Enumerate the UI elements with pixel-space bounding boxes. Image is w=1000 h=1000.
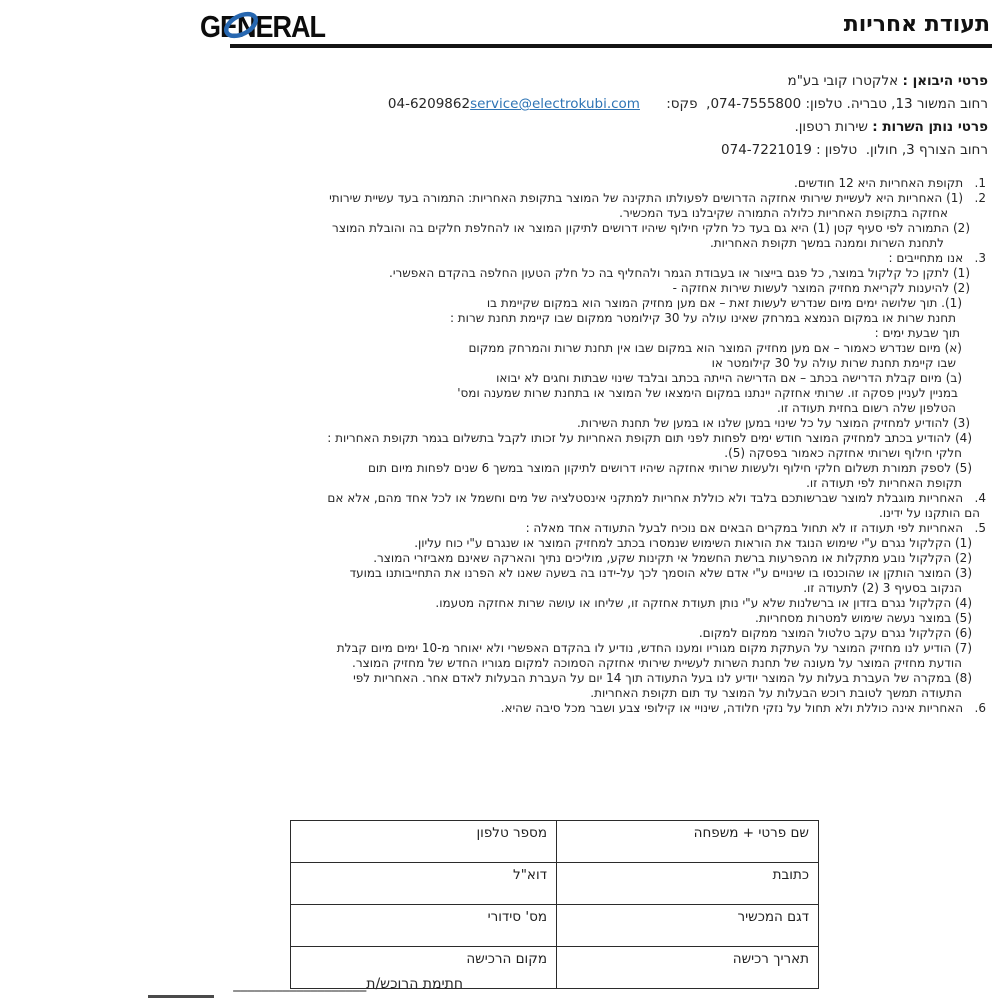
terms-line: לתחנת השרות וממנה במשך תקופת האחריות. <box>709 236 944 250</box>
terms-line: 5. האחריות לפי תעודה זו לא תחול במקרים הבאים אם נוכיח לבעל התעודה אחד מאלה : <box>525 521 986 535</box>
terms-line: (1) הקלקול נגרם ע"י שימוש הנוגד את הוראות השימוש שנמסרו בכתב למחזיק המוצר או שנגרם ע"י כוח עליון. <box>414 536 972 550</box>
terms-line: הודעת מחזיק המוצר על מעונה של תחנת השרות לעשיית שירותי אחזקה הסמוכה למקום מגוריו החדש של מחזיק המוצר. <box>352 656 962 670</box>
terms-line: 3. אנו מתחייבים : <box>888 251 986 265</box>
header-divider <box>230 44 992 48</box>
form-field-label: כתובת <box>772 867 809 883</box>
terms-line: (2) הקלקול נובע מתקלות או מהפרעות ברשת החשמל אי תקינות שקע, מוליכים נתיך והארקה שאינם מאביזרי המוצר. <box>373 551 972 565</box>
importer-address: רחוב המשור 13, טבריה. טלפון: 074-7555800, פקס: 04-6209862 <box>387 96 988 112</box>
signature-label: חתימת הרוכש/ת <box>366 976 463 992</box>
terms-line: (3) להודיע למחזיק המוצר על כל שינוי במען שלנו או במען של תחנת השירות. <box>577 416 970 430</box>
form-field-cell <box>557 905 819 947</box>
form-row <box>291 821 819 863</box>
service-provider-label: פרטי נותן השרות : <box>872 119 988 135</box>
terms-line: תוך שבעת ימים : <box>874 326 960 340</box>
logo-text: GENERAL <box>200 10 326 44</box>
signature-line <box>233 976 463 992</box>
contact-details <box>388 70 988 162</box>
form-field-cell <box>291 821 557 863</box>
terms-line: תחנת שרות או במקום הנמצא במרחק שאינו עולה על 30 קילומטר ממקום שבו קיימת תחנת שרות : <box>449 311 956 325</box>
service-provider-name: שירות רטפון. <box>794 119 868 135</box>
form-field-label: מספר טלפון <box>476 825 547 841</box>
terms-line: תקופת האחריות לפי תעודה זו. <box>806 476 962 490</box>
terms-line: הנקוב בסעיף 3 (2) לתעודה זו. <box>803 581 962 595</box>
terms-line: (8) במקרה של העברת בעלות על המוצר יודיע לנו בעל התעודה תוך 14 יום על העברת הבעלות לאדם אחר. האחריות לפי <box>353 671 972 685</box>
service-address: רחוב הצורף 3, חולון. טלפון : 074-7221019 <box>721 142 988 158</box>
form-row <box>291 905 819 947</box>
form-field-label: דוא"ל <box>513 867 547 883</box>
terms-line: 6. האחריות אינה כוללת ולא תחול על נזקי חלודה, שינויי או קילופי צבע ושבר מכל סיבה שהיא. <box>500 701 986 715</box>
warranty-terms-list <box>40 176 986 716</box>
terms-line: (1) לתקן כל קלקול במוצר, כל פגם בייצור או בעבודת הגמר ולהחליף בה כל חלק הטעון החלפה בהקדם האפשרי. <box>389 266 970 280</box>
terms-line: (6) הקלקול נגרם עקב טלטול המוצר ממקום למקום. <box>698 626 972 640</box>
service-address-line <box>388 139 988 162</box>
terms-line: שבו קיימת תחנת שרות עולה על 30 קילומטר או <box>711 356 956 370</box>
form-field-cell <box>291 905 557 947</box>
scan-artifact-line <box>148 995 214 998</box>
terms-line: הטלפון שלה רשום בחזית תעודה זו. <box>776 401 956 415</box>
form-field-cell <box>557 821 819 863</box>
signature-blank: ___________________ <box>233 976 367 992</box>
service-line <box>388 116 988 139</box>
terms-line: 4. האחריות מוגבלת למוצר שברשותכם בלבד ולא כוללת אחריות למתקני אינסטלציה של מים וחשמל או לכל אחד מהם, אלא אם <box>327 491 986 505</box>
terms-line: (4) להודיע בכתב למחזיק המוצר חודש ימים לפחות לפני תום תקופת האחריות על זכותו לקבל בתשלום בגמר תקופת האחריות : <box>327 431 972 445</box>
form-field-label: דגם המכשיר <box>737 909 809 925</box>
importer-label: פרטי היבואן : <box>902 73 988 89</box>
importer-address-line <box>388 93 988 116</box>
terms-line: התעודה תמשך לטובת רוכש הבעלות על המוצר עד תום תקופת האחריות. <box>590 686 962 700</box>
form-field-label: תאריך רכישה <box>732 951 809 967</box>
form-field-label: מס' סידורי <box>487 909 547 925</box>
terms-line: אחזקה בתקופת האחריות כלולה התמורה שקיבלנו בעד המכשיר. <box>619 206 948 220</box>
general-logo <box>200 8 326 46</box>
importer-email-link[interactable]: service@electrokubi.com <box>470 96 640 112</box>
form-field-cell <box>557 947 819 989</box>
terms-line: (1). תוך שלושה ימים מיום שנדרש לעשות זאת – אם מען מחזיק המוצר הוא במקום שקיימת בו <box>486 296 962 310</box>
form-field-label: שם פרטי + משפחה <box>693 825 809 841</box>
terms-line: במניין לעניין פסקה זו. שרותי אחזקה יינתנו במקום הימצאו של המוצר או בתחנת שרות שמענה ומס' <box>457 386 958 400</box>
terms-line: (4) הקלקול נגרם בזדון או ברשלנות שלא ע"י נותן תעודת אחזקה זו, שליחו או עושה שרות אחזקה מטעמו. <box>435 596 972 610</box>
terms-line: (3) המוצר הותקן או שהוכנסו בו שינויים ע"י אדם שלא הוסמך לכך על-ידנו בה בשעה שאנו לא הפרנו את התחייבותנו במועד <box>349 566 972 580</box>
terms-line: הם הותקנו על ידינו. <box>879 506 980 520</box>
terms-line: 1. תקופת האחריות היא 12 חודשים. <box>794 176 986 190</box>
form-field-label: מקום הרכישה <box>466 951 547 967</box>
terms-line: (5) במוצר נעשה שימוש למטרות מסחריות. <box>755 611 972 625</box>
form-field-cell <box>291 863 557 905</box>
terms-line: (7) הודיע לנו מחזיק המוצר על העתקת מקום מגוריו ומענו החדש, נודיע לו בהקדם האפשרי ולא יאוחר מ-10 ימים מיום קבלת <box>336 641 972 655</box>
form-row <box>291 863 819 905</box>
importer-name: אלקטרו קובי בע"מ <box>787 73 899 89</box>
terms-line: (ב) מיום קבלת הדרישה בכתב – אם הדרישה הייתה בכתב ובלבד שינוי שבתות וחגים לא יבואו <box>496 371 962 385</box>
document-title: תעודת אחריות <box>843 12 990 37</box>
form-field-cell <box>557 863 819 905</box>
terms-line: (2) התמורה לפי סעיף קטן (1) היא גם בעד כל חלקי חילוף שיהיו דרושים לתיקון המוצר או להחלפת חלקים בה והובלת המוצר <box>332 221 970 235</box>
terms-line: (א) מיום שנדרש כאמור – אם מען מחזיק המוצר הוא במקום שבו אין תחנת שרות והמרחק ממקום <box>468 341 962 355</box>
customer-form-table <box>290 820 819 989</box>
terms-line: חלקי חילוף ושרותי אחזקה כאמור בפסקה (5). <box>724 446 962 460</box>
importer-line <box>388 70 988 93</box>
terms-line: 2. (1) האחריות היא לעשיית שירותי אחזקה הדרושים לפעולתו התקינה של המוצר בתקופת האחריות: התמורה בעד עשיית שירותי <box>329 191 986 205</box>
terms-line: (5) לספק תמורת תשלום חלקי חילוף ולעשות שרותי אחזקה שיהיו דרושים לתיקון המוצר במשך 6 שנים לפחות מיום תום <box>367 461 972 475</box>
terms-line: (2) להיענות לקריאת מחזיק המוצר לעשות שירות אחזקה - <box>672 281 970 295</box>
